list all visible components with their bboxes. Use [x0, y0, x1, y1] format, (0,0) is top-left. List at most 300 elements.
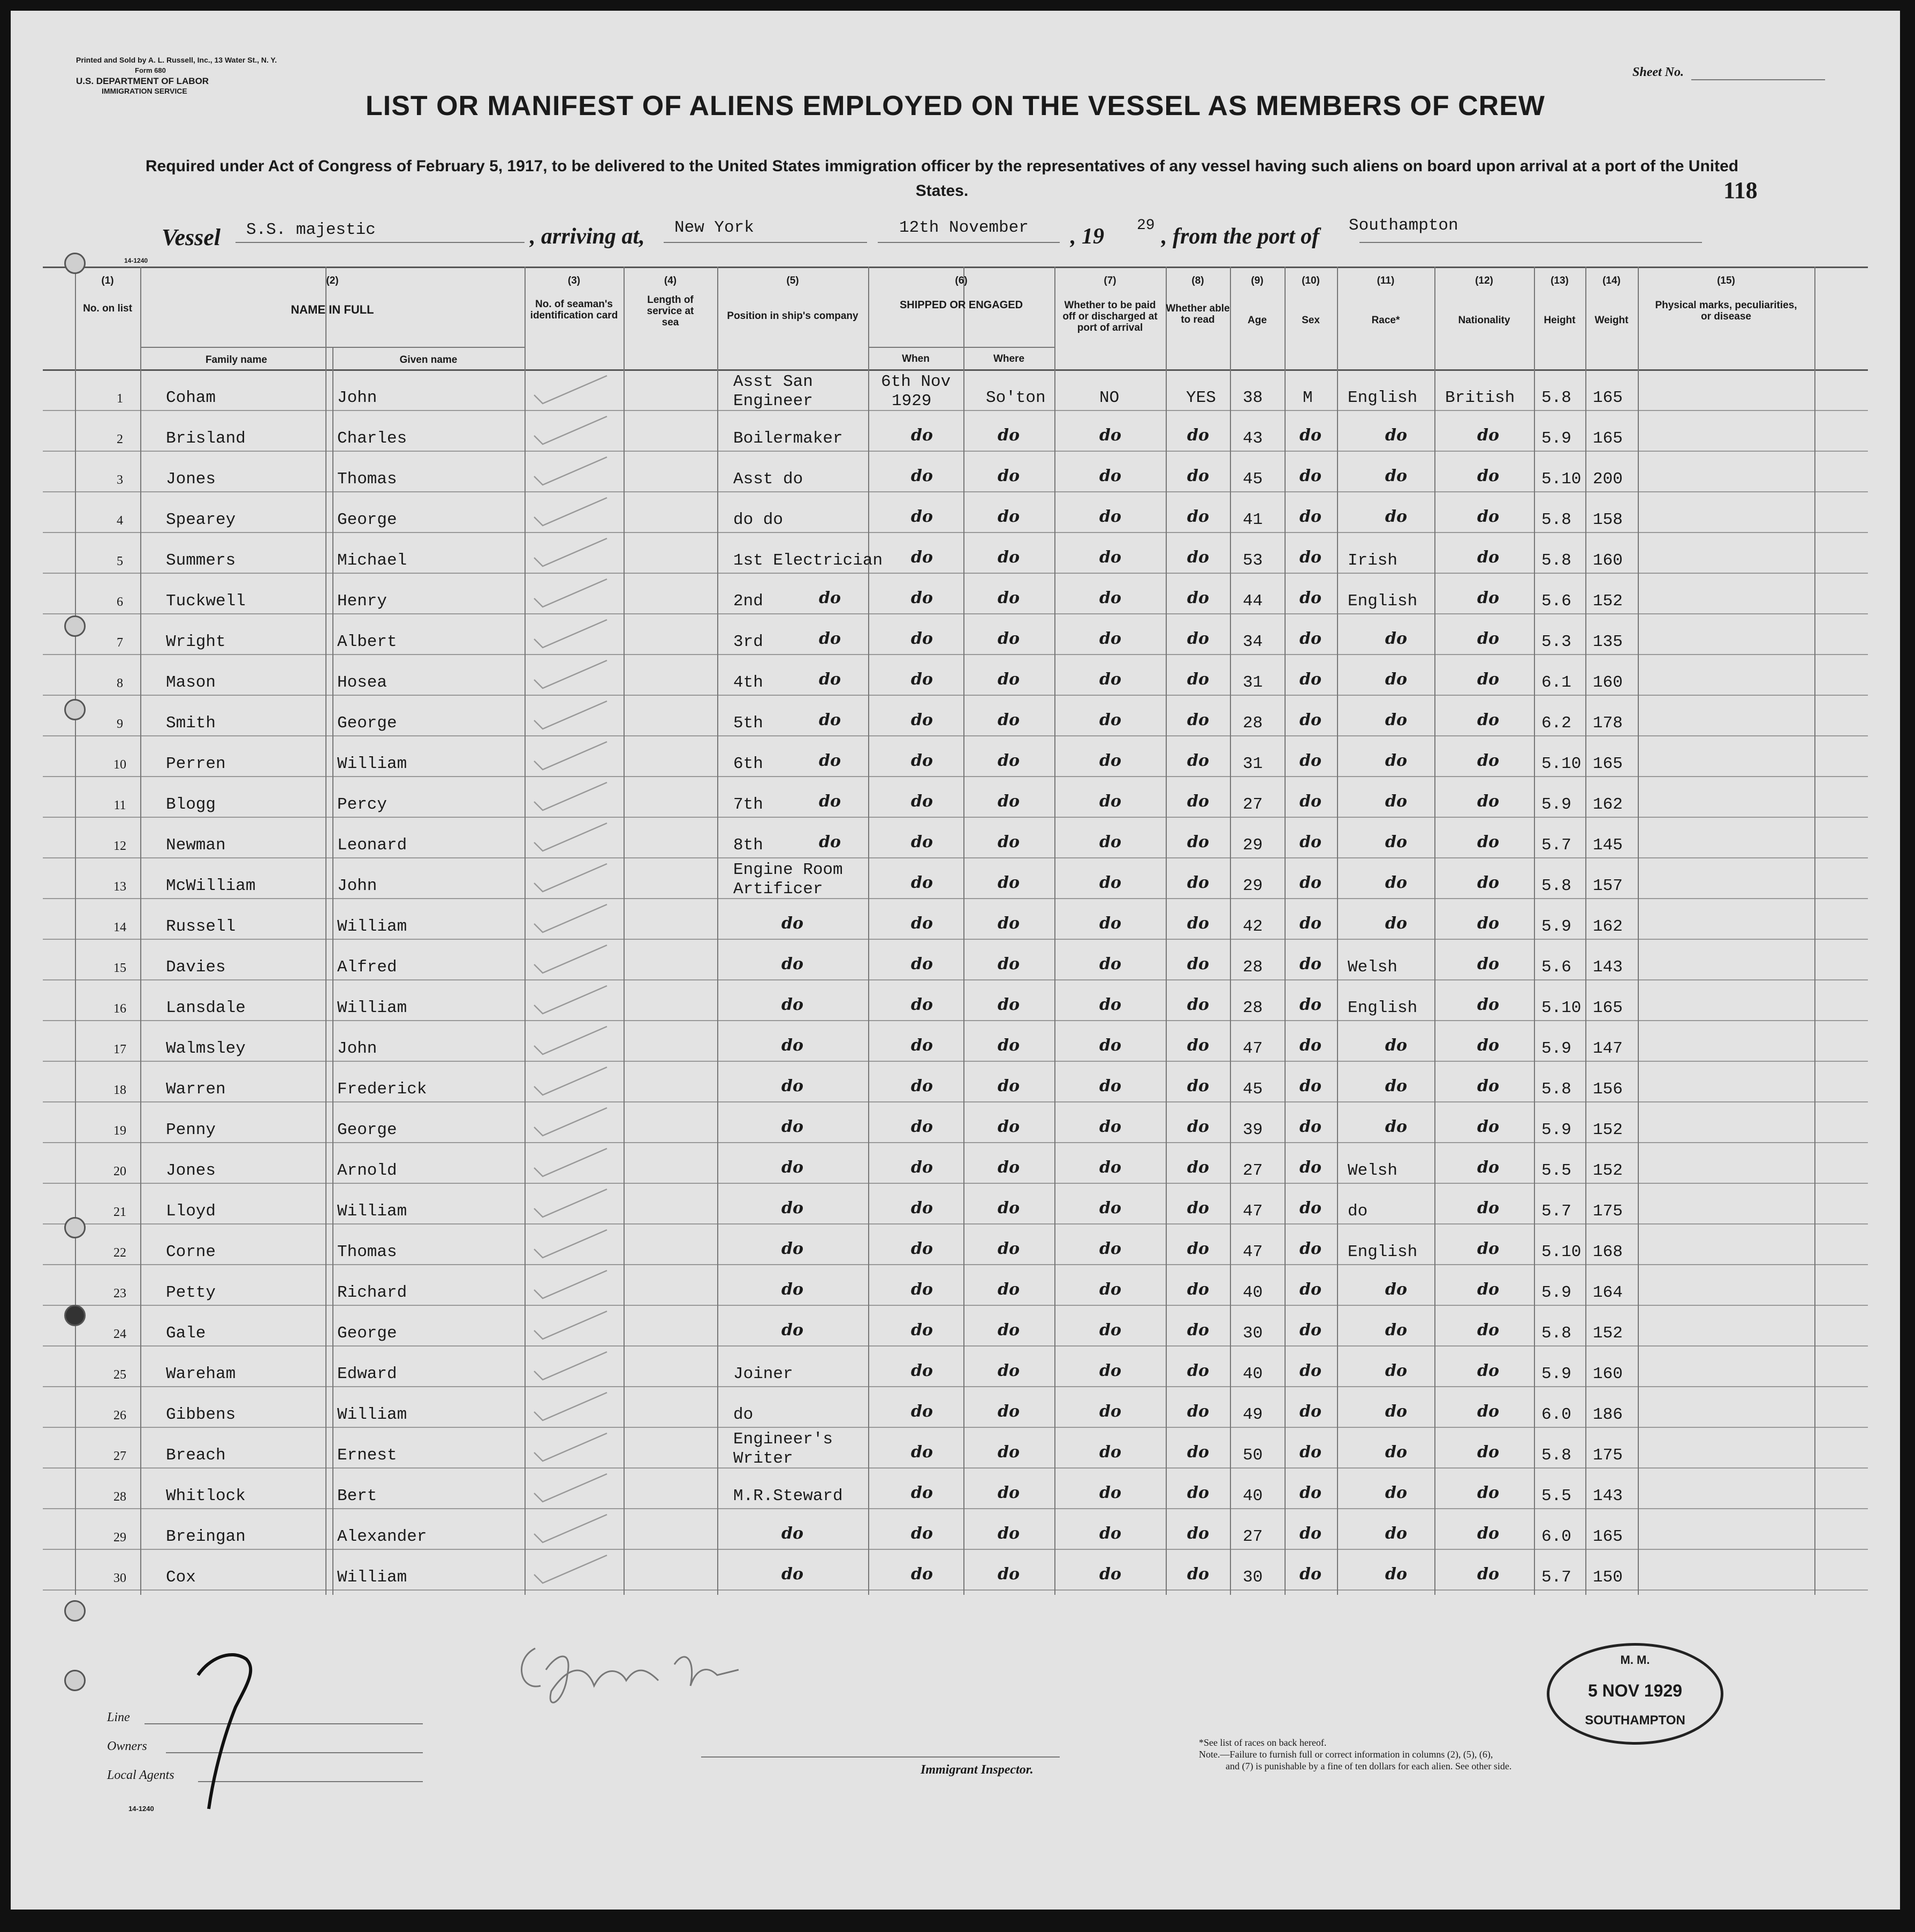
- row-number: 12: [113, 839, 126, 853]
- where-ditto: do: [998, 1199, 1020, 1218]
- sex: M: [1303, 389, 1313, 407]
- weight: 160: [1593, 551, 1623, 570]
- when-ditto: do: [911, 589, 933, 607]
- where-ditto: do: [998, 1158, 1020, 1177]
- nationality-ditto: do: [1477, 1524, 1499, 1543]
- given-name: Henry: [337, 592, 387, 611]
- row-number: 30: [113, 1571, 126, 1585]
- row-number: 15: [113, 961, 126, 975]
- row-number: 21: [113, 1205, 126, 1219]
- given-name: Thomas: [337, 470, 397, 489]
- height: 6.1: [1541, 673, 1571, 692]
- row-number: 27: [113, 1449, 126, 1463]
- where-header: Where: [993, 353, 1025, 364]
- agents-label: Local Agents: [107, 1768, 174, 1782]
- family-name: Lloyd: [166, 1202, 216, 1221]
- row-number: 10: [113, 758, 126, 772]
- where-ditto: do: [998, 1321, 1020, 1340]
- height: 5.8: [1541, 389, 1571, 407]
- paid-ditto: do: [1099, 589, 1121, 607]
- given-name: William: [337, 917, 407, 936]
- sex-ditto: do: [1300, 1443, 1321, 1462]
- age: 30: [1243, 1324, 1263, 1343]
- weight: 158: [1593, 511, 1623, 529]
- paid-ditto: do: [1099, 467, 1121, 485]
- shipped-when: 6th Nov: [881, 372, 951, 391]
- weight: 175: [1593, 1446, 1623, 1465]
- read-ditto: do: [1187, 507, 1209, 526]
- given-name: Ernest: [337, 1446, 397, 1465]
- race: English: [1348, 1243, 1418, 1261]
- height: 5.10: [1541, 755, 1582, 773]
- family-name: Smith: [166, 714, 216, 733]
- position: 6th: [733, 755, 763, 773]
- position-line2: Writer: [733, 1449, 793, 1468]
- race: English: [1348, 999, 1418, 1017]
- when-ditto: do: [911, 1280, 933, 1299]
- weight: 152: [1593, 592, 1623, 611]
- read-ditto: do: [1187, 548, 1209, 567]
- weight: 160: [1593, 1365, 1623, 1383]
- check-mark: [532, 374, 612, 406]
- position-ditto: do: [781, 1321, 803, 1340]
- binder-hole: [64, 699, 86, 720]
- col6-number: (6): [955, 275, 968, 286]
- read-ditto: do: [1187, 670, 1209, 689]
- col2-header: NAME IN FULL: [291, 303, 374, 316]
- family-name: Lansdale: [166, 999, 246, 1017]
- family-name: Summers: [166, 551, 236, 570]
- paid-ditto: do: [1099, 1402, 1121, 1421]
- position: Engine Room: [733, 861, 843, 879]
- check-mark: [532, 1106, 612, 1138]
- height: 5.9: [1541, 917, 1571, 936]
- col3-number: (3): [567, 275, 581, 286]
- paid-ditto: do: [1099, 1443, 1121, 1462]
- age: 31: [1243, 755, 1263, 773]
- manifest-sheet: [11, 11, 1900, 1910]
- race-ditto: do: [1385, 1443, 1407, 1462]
- page-title: LIST OR MANIFEST OF ALIENS EMPLOYED ON THE VESSEL AS MEMBERS OF CREW: [366, 90, 1545, 121]
- height: 5.8: [1541, 877, 1571, 895]
- handwritten-seven: [177, 1643, 284, 1820]
- nationality-ditto: do: [1477, 1239, 1499, 1258]
- race-ditto: do: [1385, 1361, 1407, 1380]
- when-ditto: do: [911, 1117, 933, 1136]
- where-ditto: do: [998, 426, 1020, 445]
- race-ditto: do: [1385, 1565, 1407, 1584]
- given-name: Michael: [337, 551, 407, 570]
- height: 5.10: [1541, 999, 1582, 1017]
- nationality-ditto: do: [1477, 507, 1499, 526]
- department: U.S. DEPARTMENT OF LABOR: [76, 76, 209, 86]
- height: 5.6: [1541, 958, 1571, 977]
- nationality-ditto: do: [1477, 1361, 1499, 1380]
- paid-ditto: do: [1099, 1199, 1121, 1218]
- stamp-date: 5 NOV 1929: [1587, 1681, 1683, 1700]
- when-header: When: [902, 353, 930, 364]
- when-ditto: do: [911, 1036, 933, 1055]
- nationality-ditto: do: [1477, 995, 1499, 1014]
- position: Asst do: [733, 470, 803, 489]
- sex-ditto: do: [1300, 711, 1321, 729]
- arrival-date: 12th November: [899, 218, 1029, 237]
- date-stamp: [1547, 1643, 1723, 1745]
- position-ditto: do: [781, 1199, 803, 1218]
- check-mark: [532, 496, 612, 528]
- col10-header: Sex: [1302, 315, 1320, 326]
- when-ditto: do: [911, 711, 933, 729]
- col15-header: Physical marks, peculiarities, or disease: [1655, 300, 1797, 322]
- age: 27: [1243, 1161, 1263, 1180]
- when-ditto: do: [911, 1321, 933, 1340]
- position: Boilermaker: [733, 429, 843, 448]
- row-number: 13: [113, 880, 126, 894]
- sex-ditto: do: [1300, 751, 1321, 770]
- position-line2: Artificer: [733, 880, 823, 899]
- position: do: [733, 1405, 754, 1424]
- arriving-value: New York: [674, 218, 754, 237]
- family-name: Penny: [166, 1121, 216, 1139]
- weight: 150: [1593, 1568, 1623, 1587]
- check-mark: [532, 455, 612, 487]
- race-ditto: do: [1385, 1117, 1407, 1136]
- position: Engineer's: [733, 1430, 833, 1449]
- height: 5.3: [1541, 633, 1571, 651]
- weight: 178: [1593, 714, 1623, 733]
- paid-ditto: do: [1099, 548, 1121, 567]
- nationality-ditto: do: [1477, 711, 1499, 729]
- check-mark: [532, 1146, 612, 1178]
- given-name: Charles: [337, 429, 407, 448]
- given-name: William: [337, 1568, 407, 1587]
- when-ditto: do: [911, 1361, 933, 1380]
- race-ditto: do: [1385, 1036, 1407, 1055]
- race-ditto: do: [1385, 1524, 1407, 1543]
- when-ditto: do: [911, 1402, 933, 1421]
- row-number: 28: [113, 1490, 126, 1504]
- read-ditto: do: [1187, 1565, 1209, 1584]
- when-ditto: do: [911, 914, 933, 933]
- binder-hole: [64, 253, 86, 274]
- given-name: Richard: [337, 1283, 407, 1302]
- year-value: 29: [1137, 217, 1155, 234]
- paid-ditto: do: [1099, 629, 1121, 648]
- where-ditto: do: [998, 629, 1020, 648]
- weight: 165: [1593, 389, 1623, 407]
- read-ditto: do: [1187, 467, 1209, 485]
- read-ditto: do: [1187, 873, 1209, 892]
- given-name: William: [337, 1405, 407, 1424]
- row-number: 11: [113, 798, 126, 812]
- weight: 152: [1593, 1324, 1623, 1343]
- shipped-subheader-rule: [868, 347, 1054, 348]
- where-ditto: do: [998, 1117, 1020, 1136]
- when-ditto: do: [911, 1077, 933, 1096]
- read-ditto: do: [1187, 1524, 1209, 1543]
- vessel-label: Vessel: [162, 224, 221, 250]
- read-ditto: do: [1187, 955, 1209, 973]
- check-mark: [532, 618, 612, 650]
- position: do do: [733, 511, 784, 529]
- height: 5.10: [1541, 470, 1582, 489]
- age: 40: [1243, 1487, 1263, 1505]
- row-number: 25: [113, 1368, 126, 1382]
- position-ditto: do: [819, 711, 841, 729]
- height: 5.8: [1541, 551, 1571, 570]
- col8-number: (8): [1191, 275, 1204, 286]
- position-ditto: do: [819, 833, 841, 851]
- race-ditto: do: [1385, 833, 1407, 851]
- nationality-ditto: do: [1477, 1199, 1499, 1218]
- col14-number: (14): [1602, 275, 1621, 286]
- where-ditto: do: [998, 711, 1020, 729]
- race-ditto: do: [1385, 873, 1407, 892]
- nationality-ditto: do: [1477, 670, 1499, 689]
- read-ditto: do: [1187, 1117, 1209, 1136]
- row-number: 5: [117, 554, 123, 568]
- paid-ditto: do: [1099, 670, 1121, 689]
- paid-ditto: do: [1099, 1484, 1121, 1502]
- weight: 165: [1593, 755, 1623, 773]
- col4-header: Length of service at sea: [647, 294, 694, 328]
- sex-ditto: do: [1300, 873, 1321, 892]
- sex-ditto: do: [1300, 995, 1321, 1014]
- race-ditto: do: [1385, 1402, 1407, 1421]
- family-name: Jones: [166, 1161, 216, 1180]
- sex-ditto: do: [1300, 792, 1321, 811]
- race-ditto: do: [1385, 711, 1407, 729]
- age: 29: [1243, 877, 1263, 895]
- read-ditto: do: [1187, 1321, 1209, 1340]
- weight: 143: [1593, 958, 1623, 977]
- height: 5.9: [1541, 795, 1571, 814]
- read-ditto: do: [1187, 1239, 1209, 1258]
- read-ditto: do: [1187, 751, 1209, 770]
- given-name: George: [337, 1324, 397, 1343]
- height: 6.0: [1541, 1527, 1571, 1546]
- paid-ditto: do: [1099, 1321, 1121, 1340]
- family-name: Wright: [166, 633, 226, 651]
- position-ditto: do: [781, 1036, 803, 1055]
- col8-header: Whether able to read: [1166, 303, 1230, 325]
- position-ditto: do: [781, 1524, 803, 1543]
- race-ditto: do: [1385, 751, 1407, 770]
- where-ditto: do: [998, 589, 1020, 607]
- sex-ditto: do: [1300, 670, 1321, 689]
- weight: 143: [1593, 1487, 1623, 1505]
- check-mark: [532, 414, 612, 446]
- weight: 175: [1593, 1202, 1623, 1221]
- paid-ditto: do: [1099, 914, 1121, 933]
- given-name: Arnold: [337, 1161, 397, 1180]
- where-ditto: do: [998, 548, 1020, 567]
- row-number: 19: [113, 1124, 126, 1138]
- read-ditto: do: [1187, 1199, 1209, 1218]
- position-ditto: do: [781, 1239, 803, 1258]
- family-name: Tuckwell: [166, 592, 246, 611]
- given-name: John: [337, 1039, 377, 1058]
- paid-ditto: do: [1099, 1117, 1121, 1136]
- where-ditto: do: [998, 1565, 1020, 1584]
- read-ditto: do: [1187, 995, 1209, 1014]
- read-ditto: do: [1187, 629, 1209, 648]
- height: 5.9: [1541, 429, 1571, 448]
- when-ditto: do: [911, 1443, 933, 1462]
- form-code: 14-1240: [124, 257, 148, 264]
- paid-ditto: do: [1099, 1565, 1121, 1584]
- read-ditto: do: [1187, 792, 1209, 811]
- position: M.R.Steward: [733, 1487, 843, 1505]
- binder-hole: [64, 1305, 86, 1326]
- stamp-place: SOUTHAMPTON: [1585, 1713, 1685, 1728]
- paid-ditto: do: [1099, 426, 1121, 445]
- col10-number: (10): [1302, 275, 1320, 286]
- check-mark: [532, 1024, 612, 1056]
- given-name: William: [337, 1202, 407, 1221]
- printer-line: Printed and Sold by A. L. Russell, Inc., 13 Water St., N. Y.: [76, 56, 277, 64]
- binder-hole: [64, 1600, 86, 1622]
- paid-ditto: do: [1099, 792, 1121, 811]
- col6-header: SHIPPED OR ENGAGED: [899, 299, 1023, 311]
- height: 5.5: [1541, 1487, 1571, 1505]
- given-name: William: [337, 755, 407, 773]
- weight: 165: [1593, 1527, 1623, 1546]
- family-name: Breach: [166, 1446, 226, 1465]
- nationality-ditto: do: [1477, 914, 1499, 933]
- family-name: Coham: [166, 389, 216, 407]
- races-note: *See list of races on back hereof.: [1199, 1737, 1327, 1748]
- from-underline: [1359, 242, 1702, 243]
- col1-number: (1): [101, 275, 114, 286]
- read-ditto: do: [1187, 833, 1209, 851]
- inspector-label: Immigrant Inspector.: [921, 1763, 1034, 1777]
- age: 40: [1243, 1365, 1263, 1383]
- height: 5.8: [1541, 1446, 1571, 1465]
- when-ditto: do: [911, 751, 933, 770]
- race-ditto: do: [1385, 467, 1407, 485]
- family-name: Whitlock: [166, 1487, 246, 1505]
- paid-ditto: do: [1099, 873, 1121, 892]
- where-ditto: do: [998, 955, 1020, 973]
- where-ditto: do: [998, 467, 1020, 485]
- check-mark: [532, 984, 612, 1016]
- position: 5th: [733, 714, 763, 733]
- col3-header: No. of seaman's identification card: [530, 299, 618, 321]
- row-number: 3: [117, 473, 123, 487]
- age: 47: [1243, 1202, 1263, 1221]
- row-number: 18: [113, 1083, 126, 1097]
- sex-ditto: do: [1300, 833, 1321, 851]
- family-name: Gibbens: [166, 1405, 236, 1424]
- family-name: Cox: [166, 1568, 196, 1587]
- position: 7th: [733, 795, 763, 814]
- line-label: Line: [107, 1710, 130, 1724]
- position-ditto: do: [819, 670, 841, 689]
- weight: 147: [1593, 1039, 1623, 1058]
- weight: 165: [1593, 999, 1623, 1017]
- nationality-ditto: do: [1477, 467, 1499, 485]
- given-name: George: [337, 714, 397, 733]
- paid-ditto: do: [1099, 1524, 1121, 1543]
- family-name: Warren: [166, 1080, 226, 1099]
- check-mark: [532, 699, 612, 731]
- page-subtitle: Required under Act of Congress of February 5, 1917, to be delivered to the United States immigration officer by the representatives of any vessel having such aliens on board upon arrival at a port of the United States.: [145, 157, 1739, 200]
- read-ditto: do: [1187, 426, 1209, 445]
- position-ditto: do: [819, 792, 841, 811]
- check-mark: [532, 821, 612, 853]
- sex-ditto: do: [1300, 1199, 1321, 1218]
- age: 44: [1243, 592, 1263, 611]
- family-name: Corne: [166, 1243, 216, 1261]
- col7-number: (7): [1104, 275, 1116, 286]
- height: 5.9: [1541, 1283, 1571, 1302]
- height: 5.8: [1541, 511, 1571, 529]
- age: 49: [1243, 1405, 1263, 1424]
- family-name: Spearey: [166, 511, 236, 529]
- col15-number: (15): [1717, 275, 1735, 286]
- sheet-label: Sheet No.: [1632, 65, 1684, 79]
- row-number: 6: [117, 595, 123, 609]
- height: 5.9: [1541, 1121, 1571, 1139]
- shipped-where: So'ton: [986, 389, 1046, 407]
- check-mark: [532, 536, 612, 568]
- paid-ditto: do: [1099, 1361, 1121, 1380]
- age: 53: [1243, 551, 1263, 570]
- sex-ditto: do: [1300, 426, 1321, 445]
- race-ditto: do: [1385, 507, 1407, 526]
- sex-ditto: do: [1300, 1036, 1321, 1055]
- weight: 156: [1593, 1080, 1623, 1099]
- row-number: 7: [117, 636, 123, 650]
- sex-ditto: do: [1300, 629, 1321, 648]
- page-number: 118: [1723, 177, 1758, 203]
- year-prefix: , 19: [1070, 224, 1104, 249]
- race-ditto: do: [1385, 629, 1407, 648]
- family-name: Davies: [166, 958, 226, 977]
- age: 39: [1243, 1121, 1263, 1139]
- inspector-signature: [514, 1627, 792, 1718]
- when-ditto: do: [911, 995, 933, 1014]
- col11-header: Race*: [1371, 315, 1400, 326]
- age: 30: [1243, 1568, 1263, 1587]
- check-mark: [532, 577, 612, 609]
- nationality-ditto: do: [1477, 426, 1499, 445]
- height: 5.7: [1541, 1568, 1571, 1587]
- check-mark: [532, 1309, 612, 1341]
- age: 47: [1243, 1243, 1263, 1261]
- col13-header: Height: [1544, 315, 1576, 326]
- position: 3rd: [733, 633, 763, 651]
- height: 5.7: [1541, 836, 1571, 855]
- height: 5.9: [1541, 1039, 1571, 1058]
- col12-header: Nationality: [1458, 315, 1510, 326]
- check-mark: [532, 1390, 612, 1423]
- when-ditto: do: [911, 833, 933, 851]
- age: 28: [1243, 958, 1263, 977]
- vessel-value: S.S. majestic: [246, 220, 376, 239]
- paid-ditto: do: [1099, 1158, 1121, 1177]
- family-name: Jones: [166, 470, 216, 489]
- position-ditto: do: [781, 1077, 803, 1096]
- family-name: Perren: [166, 755, 226, 773]
- row-number: 14: [113, 921, 126, 934]
- family-name-header: Family name: [205, 354, 268, 366]
- when-ditto: do: [911, 1524, 933, 1543]
- check-mark: [532, 943, 612, 975]
- family-name: Mason: [166, 673, 216, 692]
- read-ditto: do: [1187, 1443, 1209, 1462]
